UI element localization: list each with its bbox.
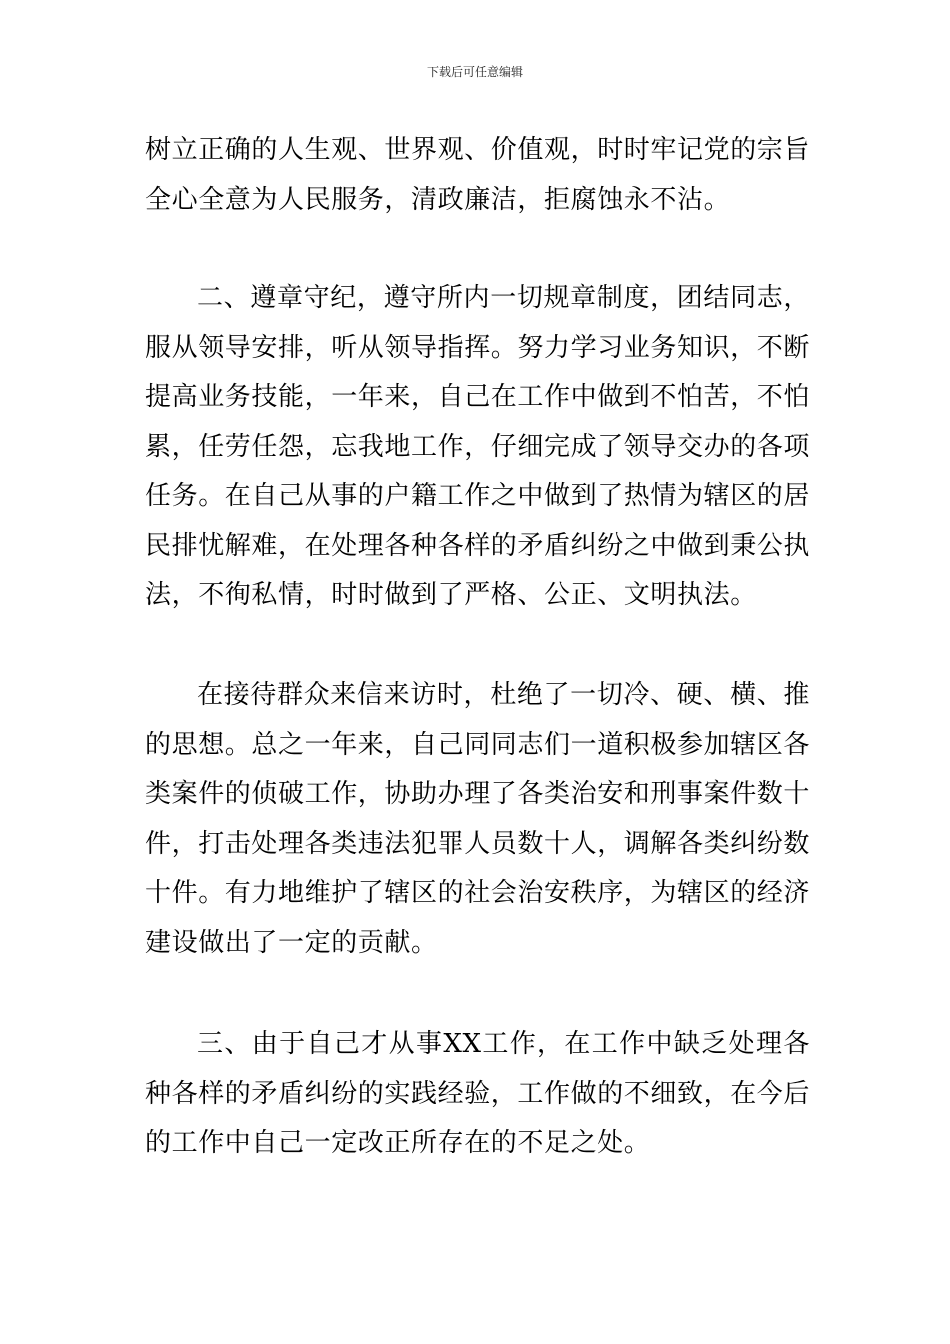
header-note: 下载后可任意编辑: [426, 65, 523, 79]
paragraph-4: 三、由于自己才从事XX工作，在工作中缺乏处理各种各样的矛盾纠纷的实践经验，工作做的不细致，在今后的工作中自己一定改正所存在的不足之处。: [145, 1029, 811, 1158]
paragraph-1: 树立正确的人生观、世界观、价值观，时时牢记党的宗旨全心全意为人民服务，清政廉洁，拒腐蚀永不沾。: [145, 135, 811, 215]
paragraph-3: 在接待群众来信来访时，杜绝了一切冷、硬、横、推的思想。总之一年来，自己同同志们一道积极参加辖区各类案件的侦破工作，协助办理了各类治安和刑事案件数十件，打击处理各类违法犯罪人员数十人，调解各类纠纷数十件。有力地维护了辖区的社会治安秩序，为辖区的经济建设做出了一定的贡献。: [145, 680, 811, 958]
paragraph-2: 二、遵章守纪，遵守所内一切规章制度，团结同志，服从领导安排，听从领导指挥。努力学习业务知识，不断提高业务技能，一年来，自己在工作中做到不怕苦，不怕累，任劳任怨，忘我地工作，仔细完成了领导交办的各项任务。在自己从事的户籍工作之中做到了热情为辖区的居民排忧解难，在处理各种各样的矛盾纠纷之中做到秉公执法，不徇私情，时时做到了严格、公正、文明执法。: [145, 283, 811, 610]
